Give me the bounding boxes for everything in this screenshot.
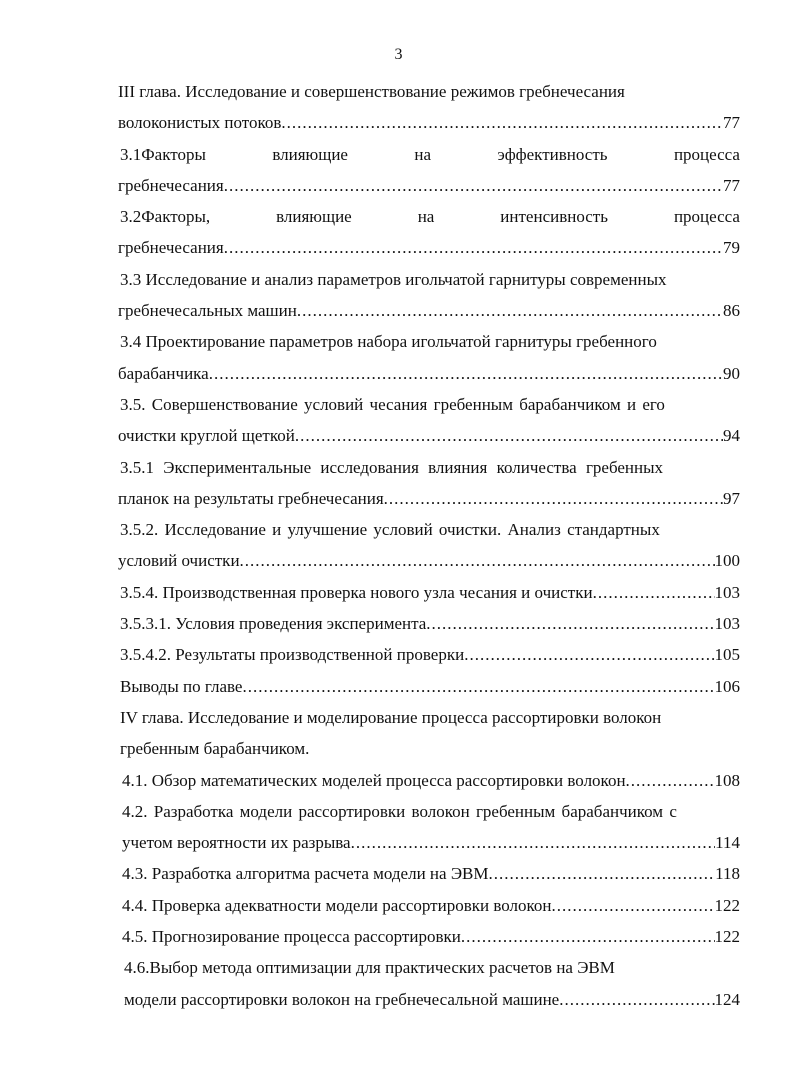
toc-entry-title: IV глава. Исследование и моделирование процесса рассортировки волокон	[120, 707, 662, 727]
toc-entry-title-continued: условий очистки	[118, 551, 240, 571]
toc-entry-title-continued: модели рассортировки волокон на гребнечесальной машине	[124, 989, 560, 1009]
toc-page-number: 77	[723, 175, 740, 195]
toc-entry-title-continued: очистки круглой щеткой	[118, 426, 295, 446]
dot-leader	[552, 890, 715, 921]
dot-leader	[626, 765, 715, 796]
dot-leader	[281, 107, 723, 138]
title-word: влияющие	[272, 144, 348, 164]
toc-entry-title: 3.5. Совершенствование условий чесания гребенным барабанчиком и его	[120, 394, 665, 414]
toc-entry-title-continued: барабанчика	[118, 363, 209, 383]
toc-entry-chapter-3-conclusions[interactable]	[118, 671, 740, 702]
toc-entry-3-5-4-2[interactable]	[118, 639, 740, 670]
toc-entry-title: 3.3 Исследование и анализ параметров игольчатой гарнитуры современных	[120, 269, 667, 289]
toc-entry-title: 4.3. Разработка алгоритма расчета модели на ЭВМ	[122, 864, 489, 884]
toc-entry-3-5-4[interactable]	[118, 577, 740, 608]
toc-entry-title-continued: планок на результаты гребнечесания	[118, 488, 384, 508]
toc-entry-title: 3.5.1 Экспериментальные исследования влияния количества гребенных	[120, 457, 664, 477]
toc-page-number: 124	[714, 989, 740, 1009]
title-word: процесса	[673, 207, 740, 227]
toc-page-number: 122	[714, 927, 740, 947]
toc-page-number: 90	[723, 363, 740, 383]
toc-page-number: 79	[723, 238, 740, 258]
toc-entry-title-continued: гребенным барабанчиком.	[120, 739, 310, 759]
toc-page-number: 100	[714, 551, 740, 571]
toc-entry-title: 3.5.3.1. Условия проведения эксперимента	[120, 614, 427, 634]
toc-entry-3-5-1[interactable]	[118, 452, 740, 515]
toc-entry-title-continued: гребнечесания	[118, 175, 224, 195]
toc-page-number: 105	[714, 645, 740, 665]
dot-leader	[351, 827, 716, 858]
toc-entry-title: 3.5.4.2. Результаты производственной проверки	[120, 645, 465, 665]
toc-entry-title: 4.1. Обзор математических моделей процесса рассортировки волокон	[122, 770, 626, 790]
toc-entry-title-continued: гребнечесания	[118, 238, 224, 258]
toc-entry-3-5-2[interactable]	[118, 514, 740, 577]
toc-entry-4-6[interactable]	[118, 952, 740, 1015]
toc-page-number: 118	[715, 864, 740, 884]
title-word: интенсивность	[500, 207, 608, 227]
dot-leader	[209, 358, 723, 389]
toc-entry-title-continued: гребнечесальных машин	[118, 301, 297, 321]
toc-entry-title-continued: учетом вероятности их разрыва	[122, 833, 351, 853]
toc-entry-chapter-3[interactable]	[118, 76, 740, 139]
toc-entry-title-continued: волоконистых потоков	[118, 113, 282, 133]
title-word: процесса	[673, 144, 740, 164]
toc-page-number: 108	[714, 770, 740, 790]
dot-leader	[384, 483, 723, 514]
toc-entry-title	[118, 139, 740, 170]
toc-entry-4-5[interactable]	[118, 921, 740, 952]
title-word: эффективность	[497, 144, 608, 164]
toc-entry-title: 4.5. Прогнозирование процесса рассортировки	[122, 927, 461, 947]
toc-entry-title: 3.4 Проектирование параметров набора игольчатой гарнитуры гребенного	[120, 332, 657, 352]
toc-entry-title	[118, 201, 740, 232]
toc-entry-4-4[interactable]	[118, 890, 740, 921]
toc-entry-3-5[interactable]	[118, 389, 740, 452]
toc-entry-3-5-3-1[interactable]	[118, 608, 740, 639]
toc-entry-4-2[interactable]	[118, 796, 740, 859]
toc-entry-4-1[interactable]	[118, 765, 740, 796]
toc-page-number: 97	[723, 488, 740, 508]
toc-entry-title: Выводы по главе	[120, 676, 243, 696]
toc-entry-3-2[interactable]	[118, 201, 740, 264]
toc-page-number: 122	[714, 895, 740, 915]
toc-entry-title: 3.5.4. Производственная проверка нового узла чесания и очистки	[120, 582, 593, 602]
toc-entry-4-3[interactable]	[118, 858, 740, 889]
dot-leader	[295, 420, 723, 451]
toc-entry-title: 3.5.2. Исследование и улучшение условий очистки. Анализ стандартных	[120, 520, 660, 540]
title-word: 3.1Факторы	[120, 144, 206, 164]
toc-entry-3-4[interactable]	[118, 326, 740, 389]
dot-leader	[224, 170, 723, 201]
page-number: 3	[394, 46, 403, 63]
toc-entry-title: 4.4. Проверка адекватности модели рассортировки волокон	[122, 895, 552, 915]
toc-entry-chapter-4[interactable]	[118, 702, 740, 765]
dot-leader	[464, 639, 714, 670]
toc-page-number: 114	[715, 833, 740, 853]
toc-page-number: 106	[714, 676, 740, 696]
toc-page-number: 77	[723, 113, 740, 133]
dot-leader	[242, 671, 714, 702]
title-word: на	[417, 207, 435, 227]
toc-page-number: 103	[714, 614, 740, 634]
dot-leader	[559, 984, 714, 1015]
toc-entry-title: 4.6.Выбор метода оптимизации для практических расчетов на ЭВМ	[124, 958, 615, 978]
dot-leader	[240, 545, 715, 576]
toc-entry-title: III глава. Исследование и совершенствование режимов гребнечесания	[118, 82, 625, 101]
toc-page-number: 94	[723, 426, 740, 446]
title-word: 3.2Факторы,	[120, 207, 211, 227]
dot-leader	[461, 921, 715, 952]
toc-entry-title: 4.2. Разработка модели рассортировки волокон гребенным барабанчиком с	[122, 801, 677, 821]
dot-leader	[297, 295, 723, 326]
title-word: на	[414, 144, 432, 164]
dot-leader	[224, 232, 723, 263]
dot-leader	[426, 608, 714, 639]
title-word: влияющие	[276, 207, 352, 227]
table-of-contents	[118, 76, 740, 1015]
toc-page-number: 103	[714, 582, 740, 602]
toc-entry-3-1[interactable]	[118, 139, 740, 202]
toc-page-number: 86	[723, 301, 740, 321]
toc-entry-3-3[interactable]	[118, 264, 740, 327]
dot-leader	[489, 858, 716, 889]
dot-leader	[593, 577, 715, 608]
